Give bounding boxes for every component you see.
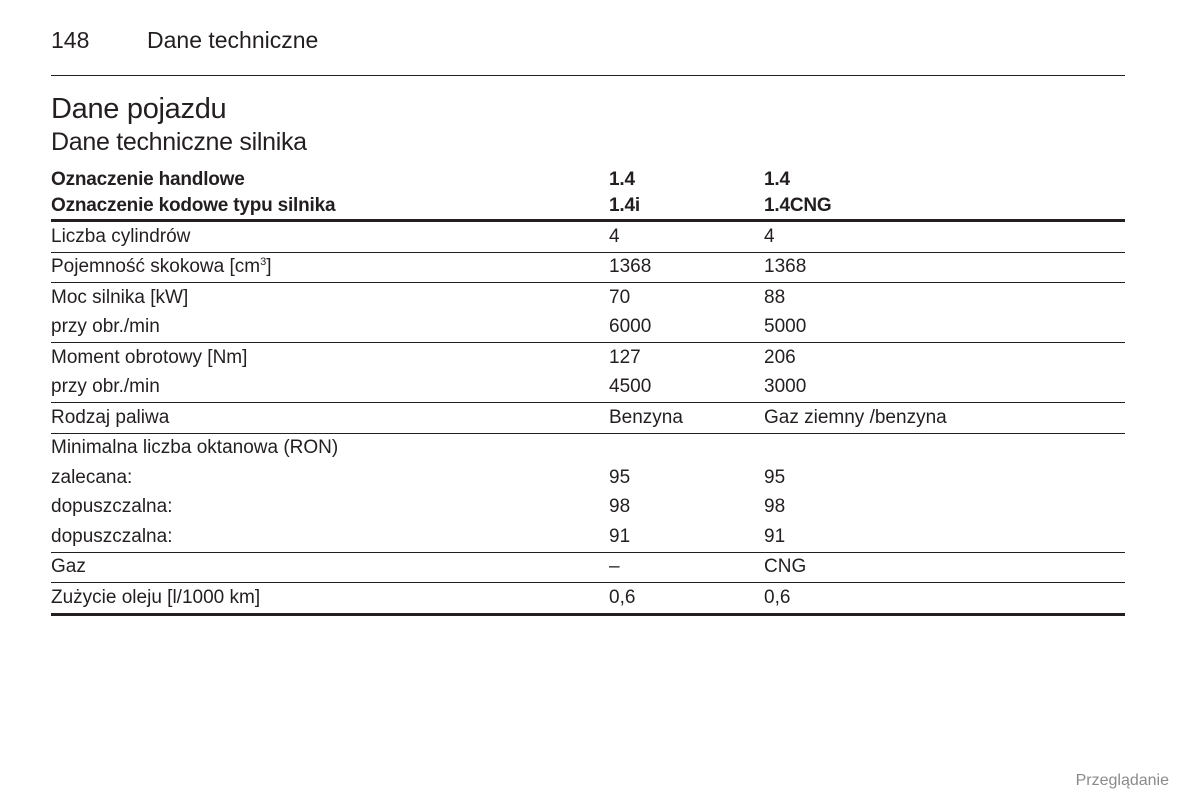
table-row-gas [51,552,1125,583]
row-value-engine-2: 88 [764,286,786,308]
section-title: Dane pojazdu [51,93,227,125]
row-value-engine-2: 5000 [764,313,1125,343]
header-label: Oznaczenie kodowe typu silnika [51,193,609,221]
row-value-engine-1: 70 [609,286,631,308]
row-value-engine-2: CNG [764,552,1125,583]
row-label: Gaz [51,552,609,583]
row-value-engine-2: Gaz ziemny /benzyna [764,403,1125,434]
row-label: Rodzaj paliwa [51,403,609,434]
row-label: przy obr./min [51,373,609,403]
row-value-engine-1: 4500 [609,373,764,403]
row-value-engine-1 [609,433,764,463]
row-value-engine-2: 98 [764,496,786,518]
header-label: Oznaczenie handlowe [51,169,245,190]
table-row-oil-consumption [51,583,1125,615]
row-value-engine-1: 0,6 [609,583,764,615]
header-value-engine-2: 1.4 [764,169,790,190]
header-value-engine-2: 1.4CNG [764,193,1125,221]
row-value-engine-2: 0,6 [764,583,1125,615]
header-row-trade-name [51,165,1125,193]
table-row-power [51,283,1125,313]
row-label: dopuszczalna: [51,522,609,552]
table-row-torque-rpm [51,373,1125,403]
table-row-octane-allowed [51,522,1125,552]
row-label: przy obr./min [51,313,609,343]
row-value-engine-1: Benzyna [609,403,764,434]
table-row-displacement [51,252,1125,283]
page-number: 148 [51,27,90,53]
row-label: Zużycie oleju [l/1000 km] [51,583,609,615]
row-label: Liczba cylindrów [51,221,609,253]
subsection-title: Dane techniczne silnika [51,128,307,156]
row-value-engine-2: 1368 [764,252,1125,283]
row-label: dopuszczalna: [51,496,173,518]
header-row-engine-code [51,193,1125,221]
row-value-engine-1: 91 [609,522,764,552]
table-row-fuel-type [51,403,1125,434]
table-row-octane-allowed [51,493,1125,523]
header-divider [51,75,1125,76]
engine-spec-table [51,165,1125,616]
displacement-label: Pojemność skokowa [cm [51,256,261,278]
row-value-engine-2: 4 [764,221,1125,253]
table-row-octane-heading [51,433,1125,463]
row-value-engine-1: 6000 [609,313,764,343]
row-label [51,252,609,283]
row-value-engine-1: 95 [609,466,631,488]
superscript-3: 3 [260,256,267,269]
table-header [51,165,1125,221]
row-label: Minimalna liczba oktanowa (RON) [51,437,339,459]
row-value-engine-1: 127 [609,346,641,368]
row-value-engine-1: – [609,552,764,583]
row-label: Moc silnika [kW] [51,286,189,308]
header-value-engine-1: 1.4i [609,193,764,221]
row-value-engine-2: 3000 [764,373,1125,403]
running-header [51,26,318,54]
header-value-engine-1: 1.4 [609,169,635,190]
row-value-engine-2: 206 [764,346,796,368]
row-label: Moment obrotowy [Nm] [51,346,248,368]
chapter-title: Dane techniczne [147,27,319,53]
row-value-engine-2 [764,433,1125,463]
row-value-engine-2: 91 [764,522,1125,552]
displacement-label-end: ] [266,256,272,278]
row-label: zalecana: [51,466,133,488]
table-row-power-rpm [51,313,1125,343]
row-value-engine-1: 1368 [609,252,764,283]
row-value-engine-1: 98 [609,496,631,518]
table-row-octane-recommended [51,463,1125,493]
browse-link[interactable]: Przeglądanie [1075,772,1169,789]
table-row-cylinders [51,221,1125,253]
table-row-torque [51,343,1125,373]
row-value-engine-1: 4 [609,221,764,253]
row-value-engine-2: 95 [764,466,786,488]
